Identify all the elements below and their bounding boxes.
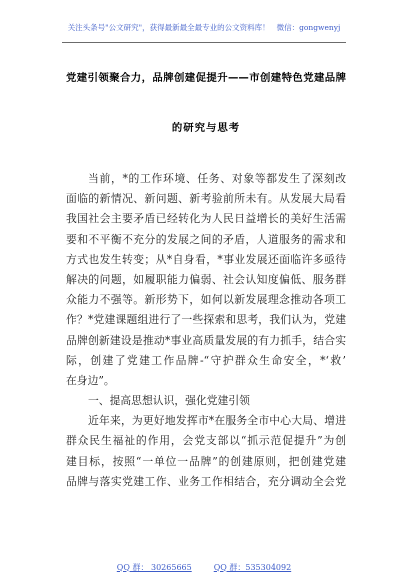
document-body <box>66 169 346 492</box>
header-divider <box>62 42 346 43</box>
paragraph-line: 品牌与落实党建工作、业务工作相结合，充分调动全会党 <box>66 474 346 488</box>
paragraph-line: 近年来，为更好地发挥市*在服务全市中心大局、增进 <box>88 414 346 428</box>
paragraph-line: 众能力不强等。新形势下，如何以新发展理念推动各项工 <box>66 293 346 307</box>
qq-group-link-2[interactable]: QQ 群：535304092 <box>213 562 292 572</box>
document-title-line-1: 党建引领聚合力，品牌创建促提升——市创建特色党建品牌 <box>66 72 346 84</box>
paragraph-line: 方式也发生转变；从*自身看，*事业发展还面临许多亟待 <box>66 252 346 266</box>
paragraph-line: 作？*党建课题组进行了一些探索和思考，我们认为，党建 <box>66 313 346 327</box>
header-promo-text: 关注头条号"公文研究"，获得最新最全最专业的公文资料库！ <box>67 22 270 32</box>
document-title-line-2: 的研究与思考 <box>171 122 241 134</box>
paragraph-line: 我国社会主要矛盾已经转化为人民日益增长的美好生活需 <box>66 212 346 226</box>
intro-paragraph <box>66 169 346 391</box>
header-wechat-text: 微信：gongwenyj <box>276 22 341 32</box>
paragraph-line: 当前，*的工作环境、任务、对象等都发生了深刻改 <box>88 172 346 185</box>
paragraph-line: 面临的新情况、新问题、新考验前所未有。从发展大局看 <box>66 192 346 206</box>
qq-group-link-1[interactable]: QQ 群： 30265665 <box>116 562 192 572</box>
section-heading: 一、提高思想认识，强化党建引领 <box>88 394 250 408</box>
paragraph-line: 群众民生福祉的作用，会党支部以“抓示范促提升”为创 <box>66 434 346 448</box>
paragraph-line: 解决的问题，如履职能力偏弱、社会认知度偏低、服务群 <box>66 272 346 286</box>
page-footer <box>60 559 348 575</box>
paragraph-line: 在身边”。 <box>66 373 115 387</box>
paragraph-line: 品牌创新建设是推动*事业高质量发展的有力抓手，结合实 <box>66 333 346 347</box>
paragraph-line: 际，创建了党建工作品牌-“守护群众生命安全，*‘救’ <box>66 353 346 367</box>
page-header <box>40 19 368 35</box>
paragraph-line: 要和不平衡不充分的发展之间的矛盾，人道服务的需求和 <box>66 232 346 246</box>
paragraph-line: 建目标，按照“一单位一品牌”的创建原则，把创建党建 <box>66 454 346 468</box>
section-paragraph <box>66 411 346 492</box>
